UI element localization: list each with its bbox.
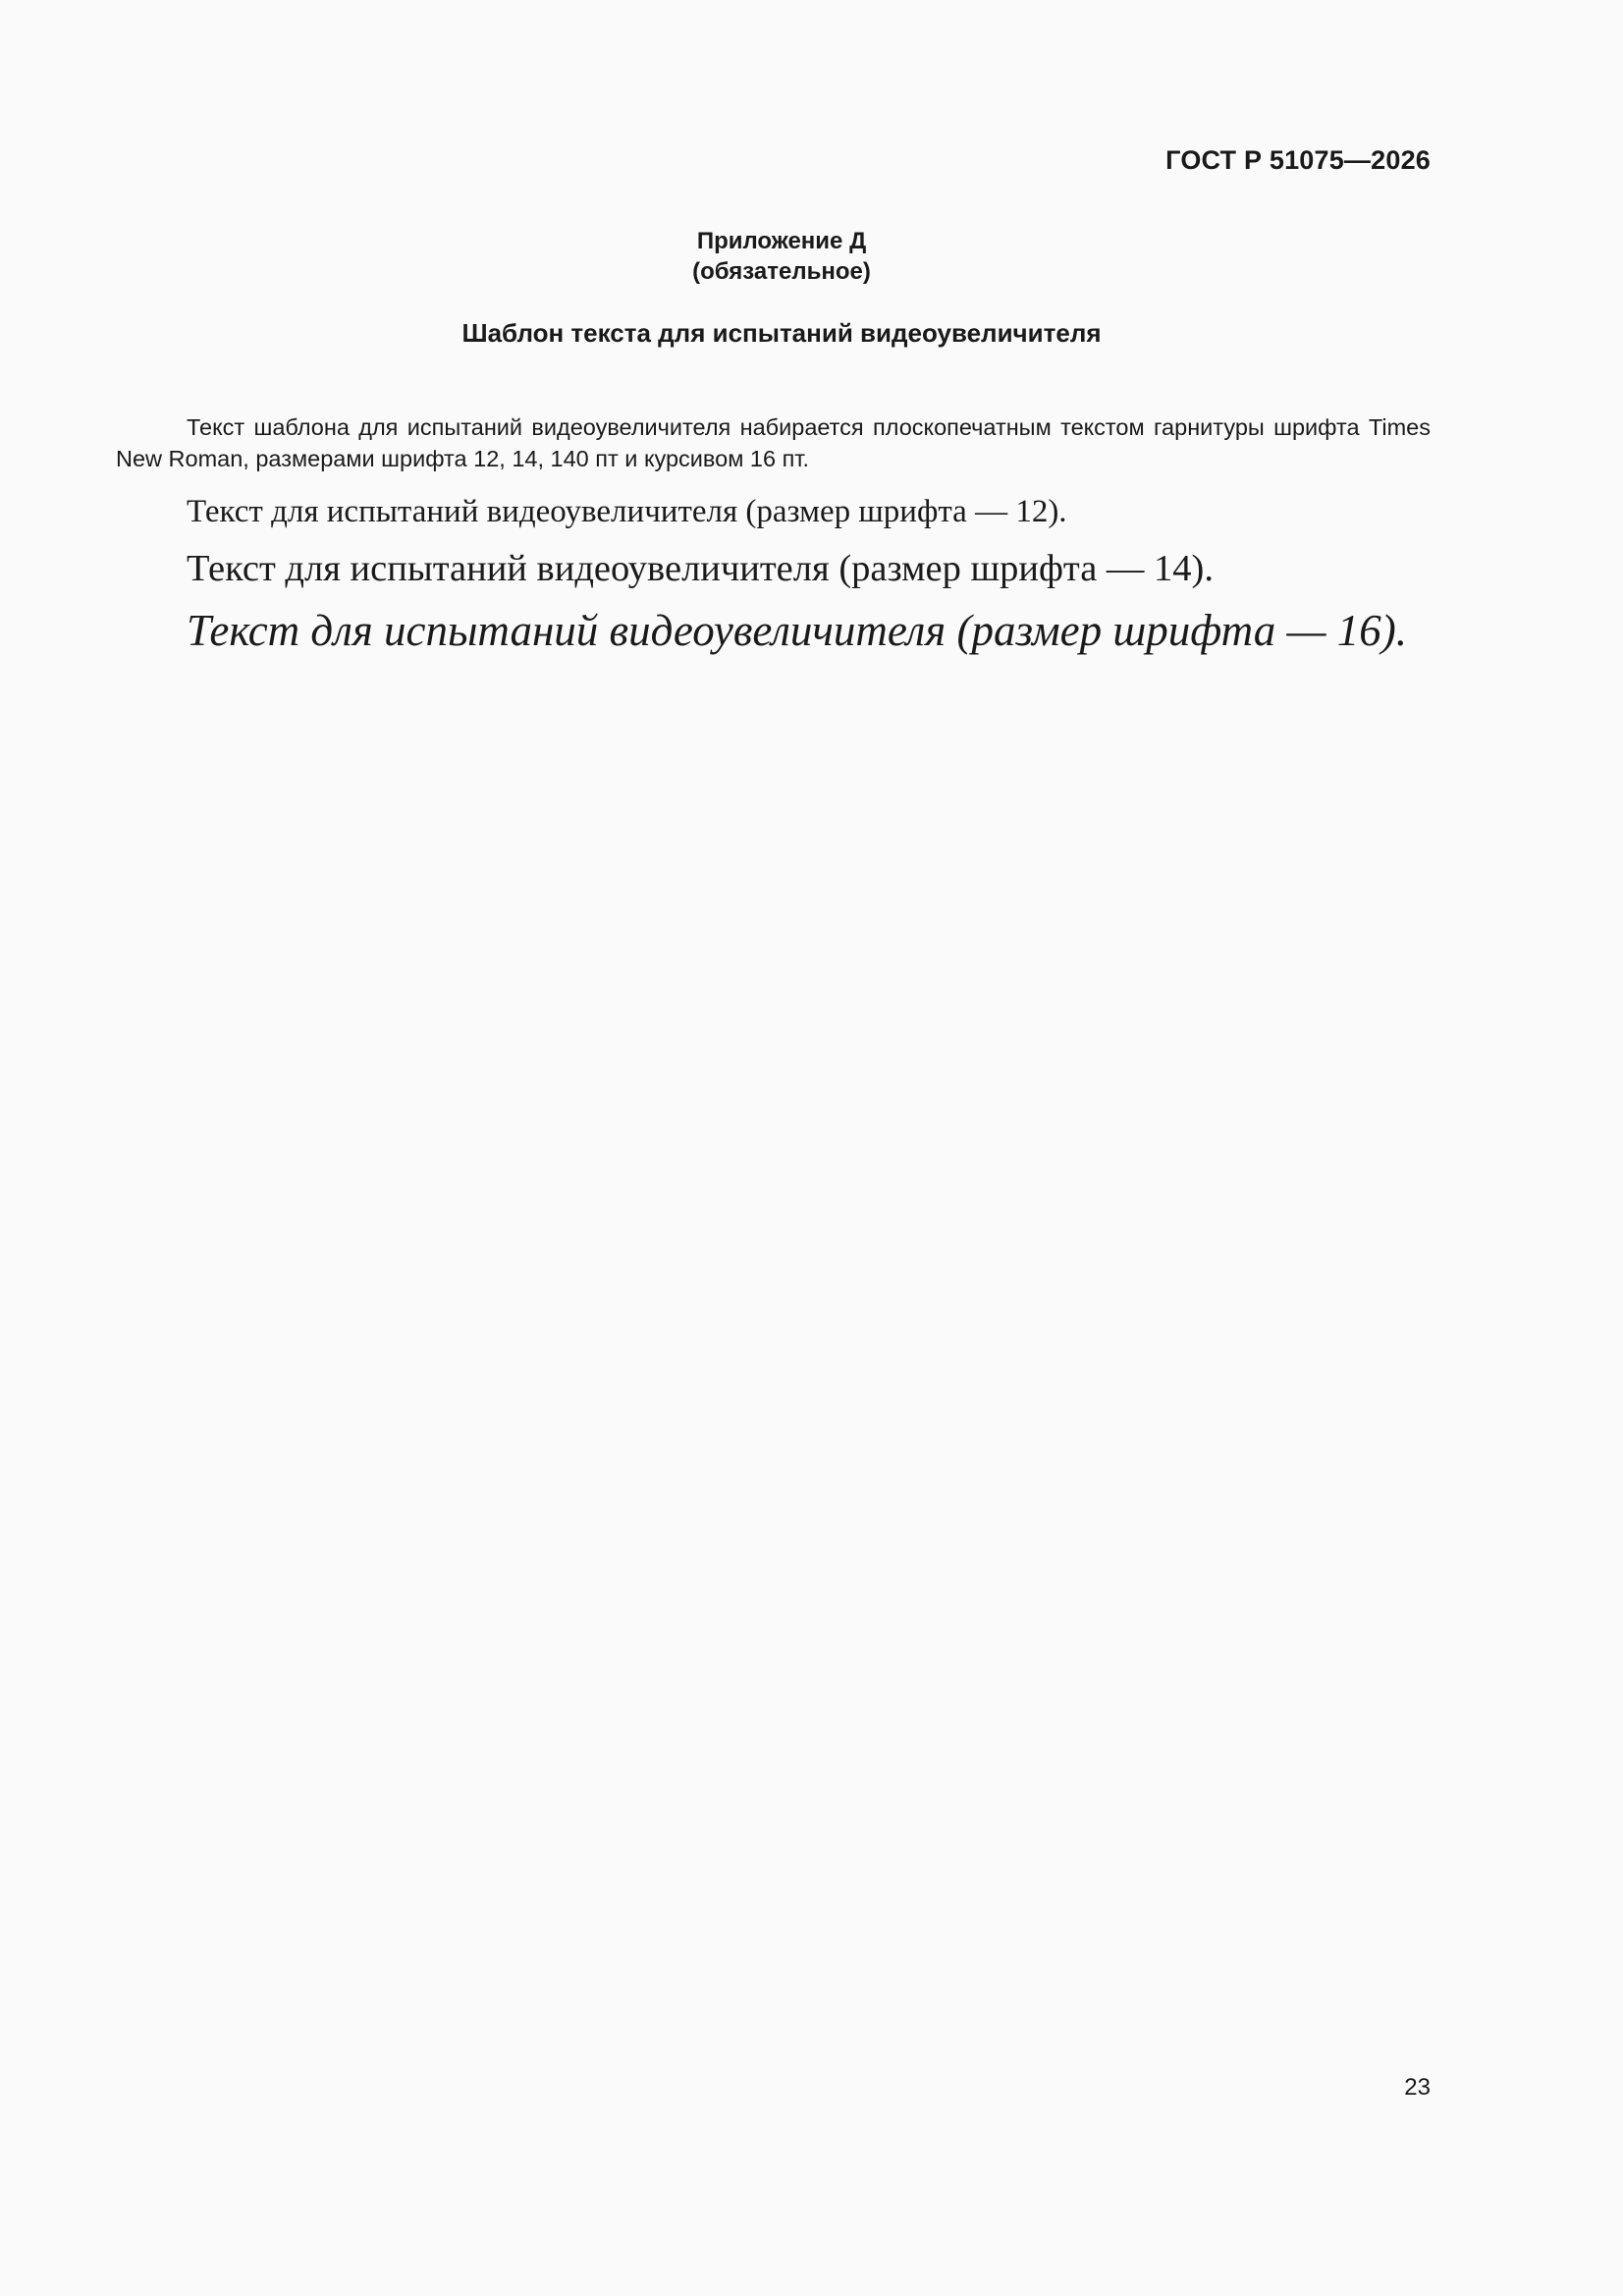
page-number: 23 <box>1404 2074 1431 2101</box>
appendix-title: Приложение Д <box>696 228 867 254</box>
section-title: Шаблон текста для испытаний видеоувеличителя <box>461 318 1102 348</box>
appendix-status: (обязательное) <box>692 258 871 285</box>
sample-text-size-16-italic: Текст для испытаний видеоувеличителя (размер шрифта — 16). <box>187 606 1407 655</box>
sample-text-size-14: Текст для испытаний видеоувеличителя (размер шрифта — 14). <box>187 548 1214 589</box>
body-paragraph: Текст шаблона для испытаний видеоувеличителя набирается плоскопечатным текстом гарнитуры шрифта Times New Roman, размерами шрифта 12, 14, 140 пт и курсивом 16 пт. <box>116 414 1431 471</box>
appendix-heading <box>0 226 1563 287</box>
sample-text-size-12: Текст для испытаний видеоувеличителя (размер шрифта — 12). <box>187 494 1067 529</box>
document-id: ГОСТ Р 51075—2026 <box>1165 145 1431 175</box>
